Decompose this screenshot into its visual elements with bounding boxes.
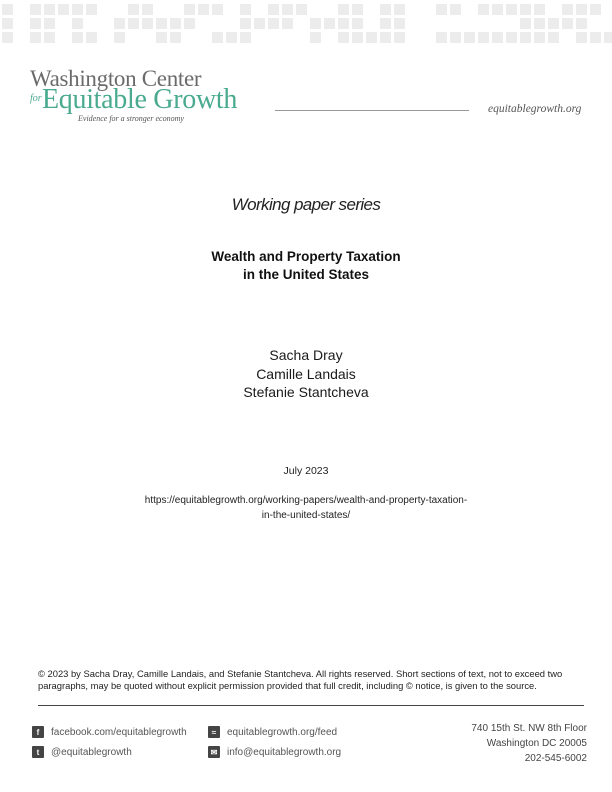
footer-divider xyxy=(38,705,584,706)
paper-url-line-2[interactable]: in-the-united-states/ xyxy=(261,510,351,521)
pattern-square xyxy=(520,4,531,15)
pattern-square xyxy=(58,4,69,15)
email-link[interactable] xyxy=(208,746,341,758)
pattern-square xyxy=(310,32,321,43)
header-pattern xyxy=(0,0,612,48)
pattern-square xyxy=(86,4,97,15)
pattern-square xyxy=(338,32,349,43)
pattern-square xyxy=(30,18,41,29)
address-block xyxy=(471,721,587,766)
pattern-square xyxy=(282,4,293,15)
facebook-icon: f xyxy=(32,726,44,738)
pattern-square xyxy=(156,18,167,29)
pattern-square xyxy=(156,32,167,43)
pattern-square xyxy=(128,18,139,29)
pattern-square xyxy=(198,4,209,15)
pattern-square xyxy=(114,32,125,43)
pattern-square xyxy=(240,18,251,29)
pattern-square xyxy=(352,18,363,29)
pattern-square xyxy=(520,18,531,29)
author-list xyxy=(0,346,612,402)
logo-line-2: Equitable Growth xyxy=(42,84,238,115)
pattern-square xyxy=(268,18,279,29)
pattern-square xyxy=(240,32,251,43)
facebook-link-text[interactable]: facebook.com/equitablegrowth xyxy=(51,726,187,738)
pattern-square xyxy=(394,18,405,29)
pattern-square xyxy=(268,4,279,15)
pattern-square xyxy=(492,4,503,15)
pattern-square xyxy=(170,32,181,43)
twitter-link-text[interactable]: @equitablegrowth xyxy=(51,746,132,758)
pattern-square xyxy=(548,18,559,29)
feed-link[interactable] xyxy=(208,726,337,738)
pattern-square xyxy=(310,18,321,29)
pattern-square xyxy=(2,32,13,43)
pattern-square xyxy=(576,18,587,29)
pattern-square xyxy=(366,32,377,43)
pattern-square xyxy=(534,4,545,15)
publication-date: July 2023 xyxy=(283,465,329,477)
pattern-square xyxy=(590,4,601,15)
pattern-square xyxy=(492,32,503,43)
pattern-square xyxy=(296,4,307,15)
site-url[interactable]: equitablegrowth.org xyxy=(488,103,582,115)
pattern-square xyxy=(86,32,97,43)
author-name: Stefanie Stantcheva xyxy=(243,384,369,400)
pattern-square xyxy=(380,18,391,29)
pattern-square xyxy=(436,4,447,15)
pattern-square xyxy=(30,32,41,43)
twitter-link[interactable] xyxy=(32,746,132,758)
pattern-square xyxy=(352,32,363,43)
copyright-notice: © 2023 by Sacha Dray, Camille Landais, and Stefanie Stantcheva. All rights reserved. Short sections of text, not to exceed two paragraphs, may be quoted without explicit permission provided that full credit, including © notice, is given to the source. xyxy=(38,668,563,691)
pattern-square xyxy=(464,32,475,43)
pattern-square xyxy=(72,32,83,43)
pattern-square xyxy=(506,4,517,15)
author-name: Sacha Dray xyxy=(269,347,343,363)
pattern-square xyxy=(338,18,349,29)
pattern-square xyxy=(212,32,223,43)
pattern-square xyxy=(254,18,265,29)
pattern-square xyxy=(282,18,293,29)
pattern-square xyxy=(534,18,545,29)
pattern-square xyxy=(352,4,363,15)
pattern-square xyxy=(576,4,587,15)
pattern-square xyxy=(562,4,573,15)
pattern-square xyxy=(380,32,391,43)
paper-url[interactable] xyxy=(0,493,612,523)
logo-tagline: Evidence for a stronger economy xyxy=(78,114,184,123)
pattern-square xyxy=(30,4,41,15)
pattern-square xyxy=(128,4,139,15)
pattern-square xyxy=(324,18,335,29)
address-line-1: 740 15th St. NW 8th Floor xyxy=(471,723,587,734)
title-line-1: Wealth and Property Taxation xyxy=(211,249,401,264)
title-line-2: in the United States xyxy=(242,267,369,282)
pattern-square xyxy=(2,18,13,29)
address-line-2: Washington DC 20005 xyxy=(486,738,587,749)
logo-for: for xyxy=(30,93,42,104)
pattern-square xyxy=(2,4,13,15)
pattern-square xyxy=(520,32,531,43)
header-divider xyxy=(275,110,469,111)
facebook-link[interactable] xyxy=(32,726,187,738)
pattern-square xyxy=(450,4,461,15)
mail-icon: ✉ xyxy=(208,746,220,758)
pattern-square xyxy=(394,4,405,15)
pattern-square xyxy=(184,4,195,15)
pattern-square xyxy=(562,18,573,29)
rss-icon: ≈ xyxy=(208,726,220,738)
pattern-square xyxy=(450,32,461,43)
author-name: Camille Landais xyxy=(256,365,356,382)
pattern-square xyxy=(142,4,153,15)
pattern-square xyxy=(114,18,125,29)
phone-number: 202-545-6002 xyxy=(524,753,587,764)
pattern-square xyxy=(44,18,55,29)
pattern-square xyxy=(478,4,489,15)
pattern-square xyxy=(170,18,181,29)
pattern-square xyxy=(212,4,223,15)
series-label: Working paper series xyxy=(231,195,381,214)
pattern-square xyxy=(436,32,447,43)
pattern-square xyxy=(590,32,601,43)
pattern-square xyxy=(44,4,55,15)
feed-link-text[interactable]: equitablegrowth.org/feed xyxy=(227,726,338,738)
pattern-square xyxy=(184,18,195,29)
pattern-square xyxy=(226,32,237,43)
pattern-square xyxy=(576,32,587,43)
email-link-text[interactable]: info@equitablegrowth.org xyxy=(227,746,342,758)
twitter-icon: t xyxy=(32,746,44,758)
pattern-square xyxy=(380,4,391,15)
paper-url-line-1[interactable]: https://equitablegrowth.org/working-papers/wealth-and-property-taxation- xyxy=(144,495,468,506)
pattern-square xyxy=(548,32,559,43)
pattern-square xyxy=(604,32,612,43)
pattern-square xyxy=(338,4,349,15)
logo-line-1: Washington Center xyxy=(30,66,202,91)
pattern-square xyxy=(394,32,405,43)
pattern-square xyxy=(142,18,153,29)
pattern-square xyxy=(44,32,55,43)
pattern-square xyxy=(478,32,489,43)
pattern-square xyxy=(72,18,83,29)
pattern-square xyxy=(506,32,517,43)
pattern-square xyxy=(534,32,545,43)
paper-title xyxy=(0,248,612,284)
pattern-square xyxy=(72,4,83,15)
pattern-square xyxy=(240,4,251,15)
